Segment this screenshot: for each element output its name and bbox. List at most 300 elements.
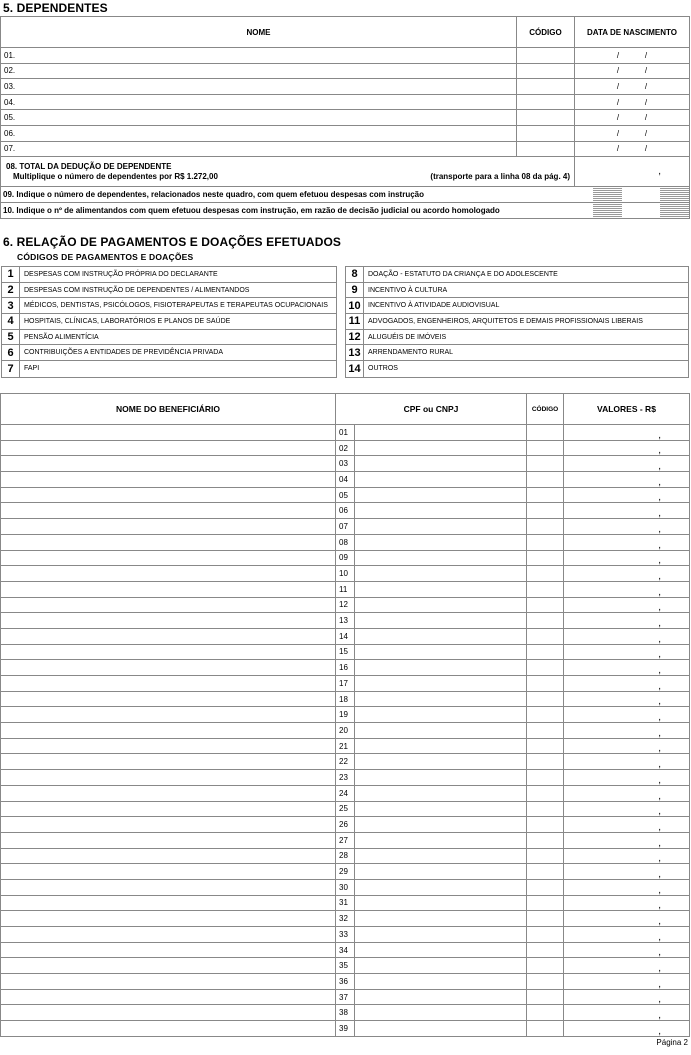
beneficiary-cpf-field[interactable] xyxy=(355,989,527,1005)
beneficiary-name-field[interactable] xyxy=(1,801,336,817)
beneficiary-row xyxy=(1,425,690,441)
beneficiary-row xyxy=(1,723,690,739)
beneficiary-row-number: 18 xyxy=(336,691,355,707)
beneficiary-code-field[interactable] xyxy=(527,1005,564,1021)
beneficiary-cpf-field[interactable] xyxy=(355,519,527,535)
beneficiary-cpf-field[interactable] xyxy=(355,503,527,519)
total-deducao-instruction: Multiplique o número de dependentes por R$ 1.272,00 xyxy=(13,171,218,181)
dependent-code-field[interactable] xyxy=(517,94,575,110)
dependent-code-field[interactable] xyxy=(517,141,575,157)
beneficiary-name-field[interactable] xyxy=(1,440,336,456)
beneficiary-value-field[interactable]: , xyxy=(564,581,690,597)
beneficiary-cpf-field[interactable] xyxy=(355,425,527,441)
beneficiary-row xyxy=(1,487,690,503)
beneficiary-name-field[interactable] xyxy=(1,597,336,613)
beneficiary-cpf-field[interactable] xyxy=(355,958,527,974)
payment-code-number: 5 xyxy=(2,330,20,345)
beneficiary-value-field[interactable]: , xyxy=(564,597,690,613)
payment-code-item xyxy=(2,283,336,299)
beneficiary-row xyxy=(1,785,690,801)
beneficiary-row-number: 17 xyxy=(336,676,355,692)
beneficiary-row-number: 28 xyxy=(336,848,355,864)
beneficiary-row xyxy=(1,628,690,644)
beneficiary-row-number: 39 xyxy=(336,1021,355,1037)
beneficiary-code-field[interactable] xyxy=(527,472,564,488)
beneficiary-name-field[interactable] xyxy=(1,707,336,723)
section5-title: 5. DEPENDENTES xyxy=(3,1,108,15)
beneficiary-name-field[interactable] xyxy=(1,723,336,739)
beneficiary-row-number: 33 xyxy=(336,927,355,943)
beneficiary-cpf-field[interactable] xyxy=(355,723,527,739)
beneficiary-cpf-field[interactable] xyxy=(355,848,527,864)
beneficiary-row-number: 37 xyxy=(336,989,355,1005)
beneficiary-code-field[interactable] xyxy=(527,550,564,566)
beneficiary-cpf-field[interactable] xyxy=(355,440,527,456)
date-separator: / xyxy=(616,66,620,76)
beneficiary-value-field[interactable]: , xyxy=(564,487,690,503)
beneficiary-row-number: 20 xyxy=(336,723,355,739)
beneficiary-value-field[interactable]: , xyxy=(564,472,690,488)
page-number: Página 2 xyxy=(656,1038,688,1047)
beneficiary-code-field[interactable] xyxy=(527,1021,564,1037)
beneficiary-cpf-field[interactable] xyxy=(355,534,527,550)
beneficiary-cpf-field[interactable] xyxy=(355,707,527,723)
beneficiary-name-field[interactable] xyxy=(1,644,336,660)
beneficiary-name-field[interactable] xyxy=(1,660,336,676)
line-10-box-2[interactable] xyxy=(660,203,689,218)
beneficiary-row xyxy=(1,958,690,974)
date-separator: / xyxy=(644,50,648,60)
beneficiary-code-field[interactable] xyxy=(527,864,564,880)
beneficiary-cpf-field[interactable] xyxy=(355,864,527,880)
beneficiary-row-number: 14 xyxy=(336,628,355,644)
beneficiary-row-number: 19 xyxy=(336,707,355,723)
payment-code-item xyxy=(346,314,688,330)
beneficiary-row xyxy=(1,989,690,1005)
payment-code-label: DESPESAS COM INSTRUÇÃO DE DEPENDENTES / ALIMENTANDOS xyxy=(24,286,250,294)
beneficiary-row xyxy=(1,534,690,550)
beneficiaries-table xyxy=(0,393,690,1037)
beneficiary-value-field[interactable]: , xyxy=(564,503,690,519)
beneficiary-cpf-field[interactable] xyxy=(355,613,527,629)
dependent-name-field[interactable] xyxy=(1,141,517,157)
beneficiary-name-field[interactable] xyxy=(1,566,336,582)
beneficiary-code-field[interactable] xyxy=(527,628,564,644)
header-codigo: CÓDIGO xyxy=(517,17,575,48)
payment-code-number: 14 xyxy=(346,361,364,377)
beneficiary-cpf-field[interactable] xyxy=(355,472,527,488)
date-separator: / xyxy=(616,97,620,107)
beneficiary-cpf-field[interactable] xyxy=(355,1021,527,1037)
beneficiary-name-field[interactable] xyxy=(1,942,336,958)
beneficiary-cpf-field[interactable] xyxy=(355,644,527,660)
dependent-name-field[interactable] xyxy=(1,79,517,95)
dependent-code-field[interactable] xyxy=(517,63,575,79)
beneficiary-row xyxy=(1,1021,690,1037)
dependent-row-number: 04. xyxy=(4,97,16,107)
payment-code-item xyxy=(2,345,336,361)
beneficiary-cpf-field[interactable] xyxy=(355,581,527,597)
beneficiary-name-field[interactable] xyxy=(1,425,336,441)
date-separator: / xyxy=(616,128,620,138)
beneficiary-code-field[interactable] xyxy=(527,738,564,754)
dependents-table xyxy=(0,16,690,219)
dependent-row-number: 01. xyxy=(4,50,16,60)
beneficiary-row-number: 29 xyxy=(336,864,355,880)
beneficiary-value-field[interactable]: , xyxy=(564,927,690,943)
beneficiary-code-field[interactable] xyxy=(527,989,564,1005)
line-10-box-1[interactable] xyxy=(593,203,622,218)
beneficiary-row-number: 13 xyxy=(336,613,355,629)
beneficiary-name-field[interactable] xyxy=(1,581,336,597)
beneficiary-value-field[interactable]: , xyxy=(564,942,690,958)
beneficiary-code-field[interactable] xyxy=(527,613,564,629)
beneficiary-value-field[interactable]: , xyxy=(564,738,690,754)
total-deducao-row xyxy=(1,157,690,187)
beneficiary-value-field[interactable]: , xyxy=(564,895,690,911)
beneficiary-code-field[interactable] xyxy=(527,848,564,864)
dependent-code-field[interactable] xyxy=(517,125,575,141)
beneficiary-value-field[interactable]: , xyxy=(564,707,690,723)
header-cpf-cnpj: CPF ou CNPJ xyxy=(336,394,527,425)
beneficiary-value-field[interactable]: , xyxy=(564,566,690,582)
beneficiary-cpf-field[interactable] xyxy=(355,895,527,911)
beneficiary-value-field[interactable]: , xyxy=(564,644,690,660)
header-data-nascimento: DATA DE NASCIMENTO xyxy=(575,17,690,48)
beneficiary-row-number: 35 xyxy=(336,958,355,974)
beneficiary-code-field[interactable] xyxy=(527,676,564,692)
payment-code-item xyxy=(346,330,688,346)
payment-code-label: HOSPITAIS, CLÍNICAS, LABORATÓRIOS E PLANOS DE SAÚDE xyxy=(24,317,231,325)
dependent-row xyxy=(1,63,690,79)
beneficiary-name-field[interactable] xyxy=(1,989,336,1005)
dependent-name-field[interactable] xyxy=(1,125,517,141)
beneficiary-cpf-field[interactable] xyxy=(355,770,527,786)
beneficiary-cpf-field[interactable] xyxy=(355,566,527,582)
beneficiary-value-field[interactable]: , xyxy=(564,770,690,786)
beneficiary-row-number: 22 xyxy=(336,754,355,770)
beneficiary-value-field[interactable]: , xyxy=(564,989,690,1005)
beneficiary-row-number: 30 xyxy=(336,879,355,895)
date-separator: / xyxy=(644,113,648,123)
dependent-code-field[interactable] xyxy=(517,48,575,64)
beneficiary-cpf-field[interactable] xyxy=(355,879,527,895)
dependent-birthdate-field[interactable] xyxy=(575,63,690,79)
beneficiary-code-field[interactable] xyxy=(527,974,564,990)
beneficiary-name-field[interactable] xyxy=(1,676,336,692)
beneficiary-name-field[interactable] xyxy=(1,817,336,833)
beneficiary-code-field[interactable] xyxy=(527,440,564,456)
beneficiary-cpf-field[interactable] xyxy=(355,676,527,692)
beneficiary-cpf-field[interactable] xyxy=(355,942,527,958)
payment-code-label: ADVOGADOS, ENGENHEIROS, ARQUITETOS E DEMAIS PROFISSIONAIS LIBERAIS xyxy=(368,317,643,325)
codes-right-list xyxy=(345,266,689,378)
dependent-name-field[interactable] xyxy=(1,94,517,110)
line-10-label: 10. Indique o nº de alimentandos com quem efetuou despesas com instrução, em razão de decisão judicial ou acordo homologado xyxy=(1,203,575,219)
total-deducao-transport: (transporte para a linha 08 da pág. 4) xyxy=(430,171,570,181)
beneficiary-row xyxy=(1,644,690,660)
beneficiary-code-field[interactable] xyxy=(527,691,564,707)
beneficiary-cpf-field[interactable] xyxy=(355,456,527,472)
beneficiary-cpf-field[interactable] xyxy=(355,817,527,833)
beneficiary-row xyxy=(1,581,690,597)
beneficiary-value-field[interactable]: , xyxy=(564,832,690,848)
beneficiary-row xyxy=(1,738,690,754)
beneficiary-name-field[interactable] xyxy=(1,613,336,629)
beneficiary-cpf-field[interactable] xyxy=(355,927,527,943)
beneficiary-row xyxy=(1,927,690,943)
beneficiary-code-field[interactable] xyxy=(527,487,564,503)
beneficiary-row xyxy=(1,817,690,833)
beneficiary-cpf-field[interactable] xyxy=(355,487,527,503)
beneficiary-name-field[interactable] xyxy=(1,472,336,488)
payment-code-item xyxy=(2,330,336,346)
beneficiary-name-field[interactable] xyxy=(1,754,336,770)
beneficiary-code-field[interactable] xyxy=(527,958,564,974)
beneficiary-value-field[interactable]: , xyxy=(564,628,690,644)
payment-code-item xyxy=(2,314,336,330)
beneficiary-row-number: 21 xyxy=(336,738,355,754)
date-separator: / xyxy=(616,113,620,123)
beneficiary-value-field[interactable]: , xyxy=(564,440,690,456)
beneficiary-name-field[interactable] xyxy=(1,487,336,503)
line-09-label: 09. Indique o número de dependentes, relacionados neste quadro, com quem efetuou despesas com instrução xyxy=(1,187,575,203)
date-separator: / xyxy=(616,50,620,60)
payment-code-number: 11 xyxy=(346,314,364,329)
dependent-row-number: 02. xyxy=(4,66,16,76)
beneficiary-name-field[interactable] xyxy=(1,848,336,864)
dependent-name-field[interactable] xyxy=(1,110,517,126)
beneficiary-row-number: 23 xyxy=(336,770,355,786)
beneficiary-name-field[interactable] xyxy=(1,1021,336,1037)
beneficiary-code-field[interactable] xyxy=(527,770,564,786)
beneficiary-row-number: 36 xyxy=(336,974,355,990)
payment-code-label: CONTRIBUIÇÕES A ENTIDADES DE PREVIDÊNCIA PRIVADA xyxy=(24,349,224,357)
beneficiary-cpf-field[interactable] xyxy=(355,785,527,801)
beneficiary-cpf-field[interactable] xyxy=(355,801,527,817)
date-separator: / xyxy=(644,144,648,154)
beneficiary-row xyxy=(1,942,690,958)
beneficiary-value-field[interactable]: , xyxy=(564,456,690,472)
beneficiary-cpf-field[interactable] xyxy=(355,832,527,848)
payment-code-label: OUTROS xyxy=(368,365,398,373)
beneficiary-code-field[interactable] xyxy=(527,754,564,770)
beneficiary-code-field[interactable] xyxy=(527,895,564,911)
beneficiary-code-field[interactable] xyxy=(527,519,564,535)
beneficiary-row xyxy=(1,566,690,582)
payment-code-label: INCENTIVO À ATIVIDADE AUDIOVISUAL xyxy=(368,302,500,310)
beneficiary-name-field[interactable] xyxy=(1,738,336,754)
beneficiary-code-field[interactable] xyxy=(527,723,564,739)
beneficiary-row xyxy=(1,440,690,456)
header-valores: VALORES - R$ xyxy=(564,394,690,425)
beneficiary-row-number: 24 xyxy=(336,785,355,801)
beneficiary-row xyxy=(1,660,690,676)
date-separator: / xyxy=(644,128,648,138)
beneficiary-cpf-field[interactable] xyxy=(355,628,527,644)
beneficiary-row-number: 34 xyxy=(336,942,355,958)
beneficiary-cpf-field[interactable] xyxy=(355,597,527,613)
beneficiary-row-number: 26 xyxy=(336,817,355,833)
beneficiary-name-field[interactable] xyxy=(1,832,336,848)
beneficiary-cpf-field[interactable] xyxy=(355,911,527,927)
beneficiary-value-field[interactable]: , xyxy=(564,1005,690,1021)
beneficiary-cpf-field[interactable] xyxy=(355,974,527,990)
beneficiary-code-field[interactable] xyxy=(527,911,564,927)
beneficiary-value-field[interactable]: , xyxy=(564,754,690,770)
beneficiary-code-field[interactable] xyxy=(527,785,564,801)
beneficiary-code-field[interactable] xyxy=(527,534,564,550)
beneficiary-row-number: 31 xyxy=(336,895,355,911)
beneficiary-value-field[interactable]: , xyxy=(564,660,690,676)
beneficiary-row-number: 03 xyxy=(336,456,355,472)
beneficiary-row xyxy=(1,550,690,566)
beneficiary-row xyxy=(1,519,690,535)
beneficiary-value-field[interactable]: , xyxy=(564,785,690,801)
dependent-row xyxy=(1,125,690,141)
beneficiary-name-field[interactable] xyxy=(1,974,336,990)
beneficiary-name-field[interactable] xyxy=(1,958,336,974)
beneficiary-code-field[interactable] xyxy=(527,879,564,895)
beneficiary-name-field[interactable] xyxy=(1,879,336,895)
beneficiary-name-field[interactable] xyxy=(1,785,336,801)
header-nome-beneficiario: NOME DO BENEFICIÁRIO xyxy=(1,394,336,425)
line-09-box-1[interactable] xyxy=(593,187,622,202)
beneficiary-row xyxy=(1,707,690,723)
beneficiary-row-number: 02 xyxy=(336,440,355,456)
dependent-birthdate-field[interactable] xyxy=(575,141,690,157)
beneficiary-cpf-field[interactable] xyxy=(355,660,527,676)
beneficiary-value-field[interactable]: , xyxy=(564,1021,690,1037)
beneficiary-code-field[interactable] xyxy=(527,581,564,597)
beneficiary-row-number: 09 xyxy=(336,550,355,566)
beneficiary-value-field[interactable]: , xyxy=(564,534,690,550)
beneficiary-value-field[interactable]: , xyxy=(564,974,690,990)
date-separator: / xyxy=(644,97,648,107)
beneficiary-code-field[interactable] xyxy=(527,644,564,660)
dependent-row-number: 06. xyxy=(4,128,16,138)
total-deducao-title: 08. TOTAL DA DEDUÇÃO DE DEPENDENTE xyxy=(6,161,172,171)
payment-code-label: PENSÃO ALIMENTÍCIA xyxy=(24,333,99,341)
beneficiary-name-field[interactable] xyxy=(1,927,336,943)
beneficiary-value-field[interactable]: , xyxy=(564,550,690,566)
dependent-name-field[interactable] xyxy=(1,63,517,79)
beneficiary-name-field[interactable] xyxy=(1,911,336,927)
beneficiary-cpf-field[interactable] xyxy=(355,691,527,707)
beneficiary-row-number: 08 xyxy=(336,534,355,550)
dependent-birthdate-field[interactable] xyxy=(575,79,690,95)
beneficiary-name-field[interactable] xyxy=(1,895,336,911)
beneficiary-code-field[interactable] xyxy=(527,707,564,723)
beneficiary-code-field[interactable] xyxy=(527,660,564,676)
beneficiary-row xyxy=(1,613,690,629)
beneficiary-name-field[interactable] xyxy=(1,519,336,535)
beneficiary-row-number: 10 xyxy=(336,566,355,582)
date-separator: / xyxy=(644,81,648,91)
beneficiary-value-field[interactable]: , xyxy=(564,879,690,895)
beneficiary-row xyxy=(1,456,690,472)
beneficiary-code-field[interactable] xyxy=(527,817,564,833)
beneficiary-row xyxy=(1,597,690,613)
dependent-code-field[interactable] xyxy=(517,110,575,126)
payment-code-number: 1 xyxy=(2,267,20,282)
beneficiary-value-field[interactable]: , xyxy=(564,801,690,817)
beneficiary-row xyxy=(1,974,690,990)
beneficiary-name-field[interactable] xyxy=(1,534,336,550)
beneficiary-row xyxy=(1,911,690,927)
beneficiary-code-field[interactable] xyxy=(527,456,564,472)
beneficiary-name-field[interactable] xyxy=(1,628,336,644)
dependent-code-field[interactable] xyxy=(517,79,575,95)
beneficiary-value-field[interactable]: , xyxy=(564,864,690,880)
beneficiary-value-field[interactable]: , xyxy=(564,848,690,864)
beneficiary-value-field[interactable]: , xyxy=(564,958,690,974)
dependent-name-field[interactable] xyxy=(1,48,517,64)
beneficiary-value-field[interactable]: , xyxy=(564,676,690,692)
beneficiary-code-field[interactable] xyxy=(527,425,564,441)
payment-code-number: 10 xyxy=(346,298,364,313)
beneficiary-cpf-field[interactable] xyxy=(355,1005,527,1021)
beneficiary-value-field[interactable]: , xyxy=(564,723,690,739)
payment-code-number: 8 xyxy=(346,267,364,282)
beneficiary-value-field[interactable]: , xyxy=(564,691,690,707)
date-separator: / xyxy=(644,66,648,76)
beneficiary-cpf-field[interactable] xyxy=(355,550,527,566)
beneficiary-cpf-field[interactable] xyxy=(355,754,527,770)
payment-code-label: FAPI xyxy=(24,365,40,373)
payment-code-number: 4 xyxy=(2,314,20,329)
beneficiary-name-field[interactable] xyxy=(1,503,336,519)
beneficiary-value-field[interactable]: , xyxy=(564,425,690,441)
line-09-box-2[interactable] xyxy=(660,187,689,202)
dependent-row-number: 03. xyxy=(4,81,16,91)
beneficiary-value-field[interactable]: , xyxy=(564,817,690,833)
beneficiary-code-field[interactable] xyxy=(527,801,564,817)
beneficiary-row xyxy=(1,691,690,707)
beneficiary-code-field[interactable] xyxy=(527,503,564,519)
beneficiary-value-field[interactable]: , xyxy=(564,911,690,927)
beneficiary-value-field[interactable]: , xyxy=(564,613,690,629)
payment-code-label: ALUGUÉIS DE IMÓVEIS xyxy=(368,333,447,341)
beneficiary-name-field[interactable] xyxy=(1,1005,336,1021)
total-deducao-value[interactable]: , xyxy=(575,157,690,187)
dependent-birthdate-field[interactable] xyxy=(575,110,690,126)
dependent-birthdate-field[interactable] xyxy=(575,94,690,110)
beneficiary-row-number: 05 xyxy=(336,487,355,503)
beneficiary-name-field[interactable] xyxy=(1,770,336,786)
beneficiary-name-field[interactable] xyxy=(1,456,336,472)
beneficiary-row xyxy=(1,754,690,770)
beneficiary-row xyxy=(1,801,690,817)
beneficiary-code-field[interactable] xyxy=(527,927,564,943)
beneficiary-row-number: 12 xyxy=(336,597,355,613)
beneficiary-row-number: 01 xyxy=(336,425,355,441)
beneficiary-code-field[interactable] xyxy=(527,942,564,958)
dependent-birthdate-field[interactable] xyxy=(575,48,690,64)
beneficiary-row-number: 04 xyxy=(336,472,355,488)
beneficiary-cpf-field[interactable] xyxy=(355,738,527,754)
beneficiary-code-field[interactable] xyxy=(527,597,564,613)
dependent-birthdate-field[interactable] xyxy=(575,125,690,141)
payment-code-number: 13 xyxy=(346,345,364,360)
beneficiary-code-field[interactable] xyxy=(527,566,564,582)
beneficiary-name-field[interactable] xyxy=(1,691,336,707)
beneficiary-value-field[interactable]: , xyxy=(564,519,690,535)
beneficiary-name-field[interactable] xyxy=(1,550,336,566)
beneficiary-name-field[interactable] xyxy=(1,864,336,880)
beneficiary-code-field[interactable] xyxy=(527,832,564,848)
beneficiary-row-number: 16 xyxy=(336,660,355,676)
